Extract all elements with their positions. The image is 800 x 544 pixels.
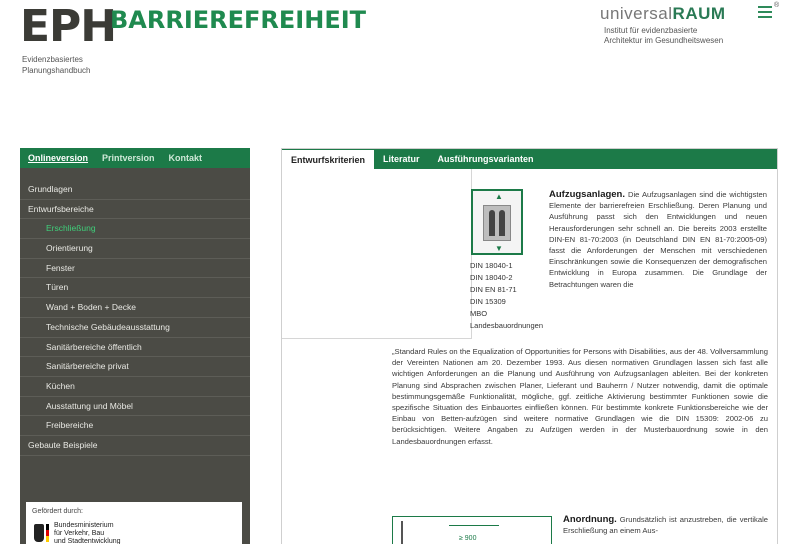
- paragraph-text: Die Aufzugsanlagen sind die wichtigsten Elemente der barrierefreien Erschließung. Deren Planung und Ausführung passt sich den Entwicklungen und neuen Herausforderungen sehr schnell an. Die bereits 2003 erstellte DIN-EN 81-70:2003 (in Deutschland DIN EN 81-70:2005-09) fasst die Anforderungen der Menschen mit verschiedenen Einschränkungen sowie die Konsequenzen der demografischen Entwicklung in Europa zusammen. Die Grundlage der Betrachtungen waren die: [549, 190, 767, 289]
- norm-item: DIN EN 81-71: [470, 285, 517, 294]
- tab-onlineversion[interactable]: Onlineversion: [28, 153, 89, 163]
- sidebar-item-fenster[interactable]: Fenster: [20, 259, 250, 279]
- content-empty-box: [282, 169, 472, 339]
- norm-item: DIN 18040-2: [470, 273, 513, 282]
- german-flag-icon: [46, 524, 49, 542]
- partner-logo-lines-icon: [758, 6, 772, 21]
- arrow-up-icon: ▲: [495, 192, 503, 201]
- norm-item: Landesbauordnungen: [470, 321, 543, 330]
- partner-logo: [600, 4, 726, 24]
- paragraph-aufzugsanlagen: [549, 189, 767, 290]
- sidebar-item-grundlagen[interactable]: Grundlagen: [20, 180, 250, 200]
- sidebar-item-freibereiche[interactable]: Freibereiche: [20, 416, 250, 436]
- tab-entwurfskriterien[interactable]: Entwurfskriterien: [282, 149, 374, 169]
- logo-eph: EPH: [20, 1, 117, 52]
- paragraph-text: Grundsätzlich ist anzustreben, die vertikale Erschließung an einem Aus-: [563, 515, 768, 536]
- norm-item: MBO: [470, 309, 488, 318]
- sidebar-item-sanitaer-oeffentlich[interactable]: Sanitärbereiche öffentlich: [20, 338, 250, 358]
- tab-literatur[interactable]: Literatur: [383, 154, 420, 164]
- partner-subtitle-line-1: Institut für evidenzbasierte: [604, 26, 698, 35]
- funding-box: [26, 502, 242, 544]
- partner-subtitle-line-2: Architektur im Gesundheitswesen: [604, 36, 724, 45]
- ministry-line-1: Bundesministerium: [54, 522, 114, 529]
- sidebar-item-ausstattung-moebel[interactable]: Ausstattung und Möbel: [20, 397, 250, 417]
- ministry-line-2: für Verkehr, Bau: [54, 530, 105, 537]
- content-tabs: [282, 149, 777, 169]
- partner-registered-mark: ®: [774, 2, 780, 9]
- norm-item: DIN 15309: [470, 297, 506, 306]
- sidebar-item-sanitaer-privat[interactable]: Sanitärbereiche privat: [20, 357, 250, 377]
- norms-list: [470, 260, 543, 332]
- sidebar-item-tueren[interactable]: Türen: [20, 278, 250, 298]
- dimension-line: [449, 525, 499, 526]
- sidebar-item-orientierung[interactable]: Orientierung: [20, 239, 250, 259]
- sidebar: [20, 148, 250, 544]
- logo-subtitle: [22, 54, 91, 76]
- person-icon: [499, 210, 505, 236]
- paragraph-title: Anordnung.: [563, 514, 617, 525]
- federal-eagle-icon: [34, 524, 44, 542]
- logo-subtitle-line-1: Evidenzbasiertes: [22, 55, 83, 64]
- sidebar-item-erschliessung[interactable]: Erschließung: [20, 219, 250, 239]
- wall-line: [401, 521, 403, 544]
- elevator-icon[interactable]: [471, 189, 523, 255]
- partner-name-part-1: universal: [600, 4, 673, 23]
- sidebar-tabs: [20, 148, 250, 168]
- funding-label: Gefördert durch:: [32, 508, 83, 515]
- dimension-label: ≥ 900: [459, 535, 477, 542]
- logo-title: BARRIEREFREIHEIT: [110, 6, 367, 34]
- elevator-cab: [483, 205, 511, 241]
- partner-name-part-2: RAUM: [672, 4, 726, 23]
- sidebar-item-gebaute-beispiele[interactable]: Gebaute Beispiele: [20, 436, 250, 456]
- ministry-name[interactable]: [54, 522, 121, 544]
- paragraph-standard-rules: „Standard Rules on the Equalization of Opportunities for Persons with Disabilities, aus der 48. Vollversammlung der Vereinten Nationen am 20. Dezember 1993. Aus diesen normativen Grundlagen lassen sich fast alle wichtigen Anforderungen an die Planung und Ausführung von Aufzugsanlagen ableiten. Bei der konkreten Planung sind Absprachen zwischen Planer, Lieferant und Bauherrn / Nutzer notwendig, damit die optimale bestimmungsgemäße Funktionalität, mögliche, ggf. zeitliche Aktivierung bestimmter Funktionen sowie die spezifische Situation des Einbauortes einfließen können. Für bestimmte konkrete Funktionsbereiche wie der Einbau von Betten-aufzügen sind weitere normative Grundlagen wie die DIN 15309: 2002-06 zu berücksichtigen. Weitere Angaben zu Aufzügen werden in der Musterbauordnung sowie in den Landesbauordnungen erfasst.: [392, 347, 768, 446]
- ministry-line-3: und Stadtentwicklung: [54, 538, 121, 544]
- sidebar-item-gebaeudeausstattung[interactable]: Technische Gebäudeausstattung: [20, 318, 250, 338]
- person-icon: [489, 210, 495, 236]
- arrow-down-icon: ▼: [495, 244, 503, 253]
- partner-subtitle: [604, 26, 723, 46]
- norm-item: DIN 18040-1: [470, 261, 513, 270]
- anordnung-figure[interactable]: [392, 516, 552, 544]
- logo-subtitle-line-2: Planungshandbuch: [22, 66, 91, 75]
- tab-printversion[interactable]: Printversion: [102, 153, 155, 163]
- sidebar-item-wand-boden-decke[interactable]: Wand + Boden + Decke: [20, 298, 250, 318]
- tab-kontakt[interactable]: Kontakt: [168, 153, 203, 163]
- tab-ausfuehrungsvarianten[interactable]: Ausführungsvarianten: [437, 154, 534, 164]
- sidebar-item-kuechen[interactable]: Küchen: [20, 377, 250, 397]
- sidebar-nav: [20, 180, 250, 456]
- paragraph-title: Aufzugsanlagen.: [549, 189, 626, 200]
- sidebar-item-entwurfsbereiche[interactable]: Entwurfsbereiche: [20, 200, 250, 220]
- paragraph-anordnung: [563, 514, 768, 536]
